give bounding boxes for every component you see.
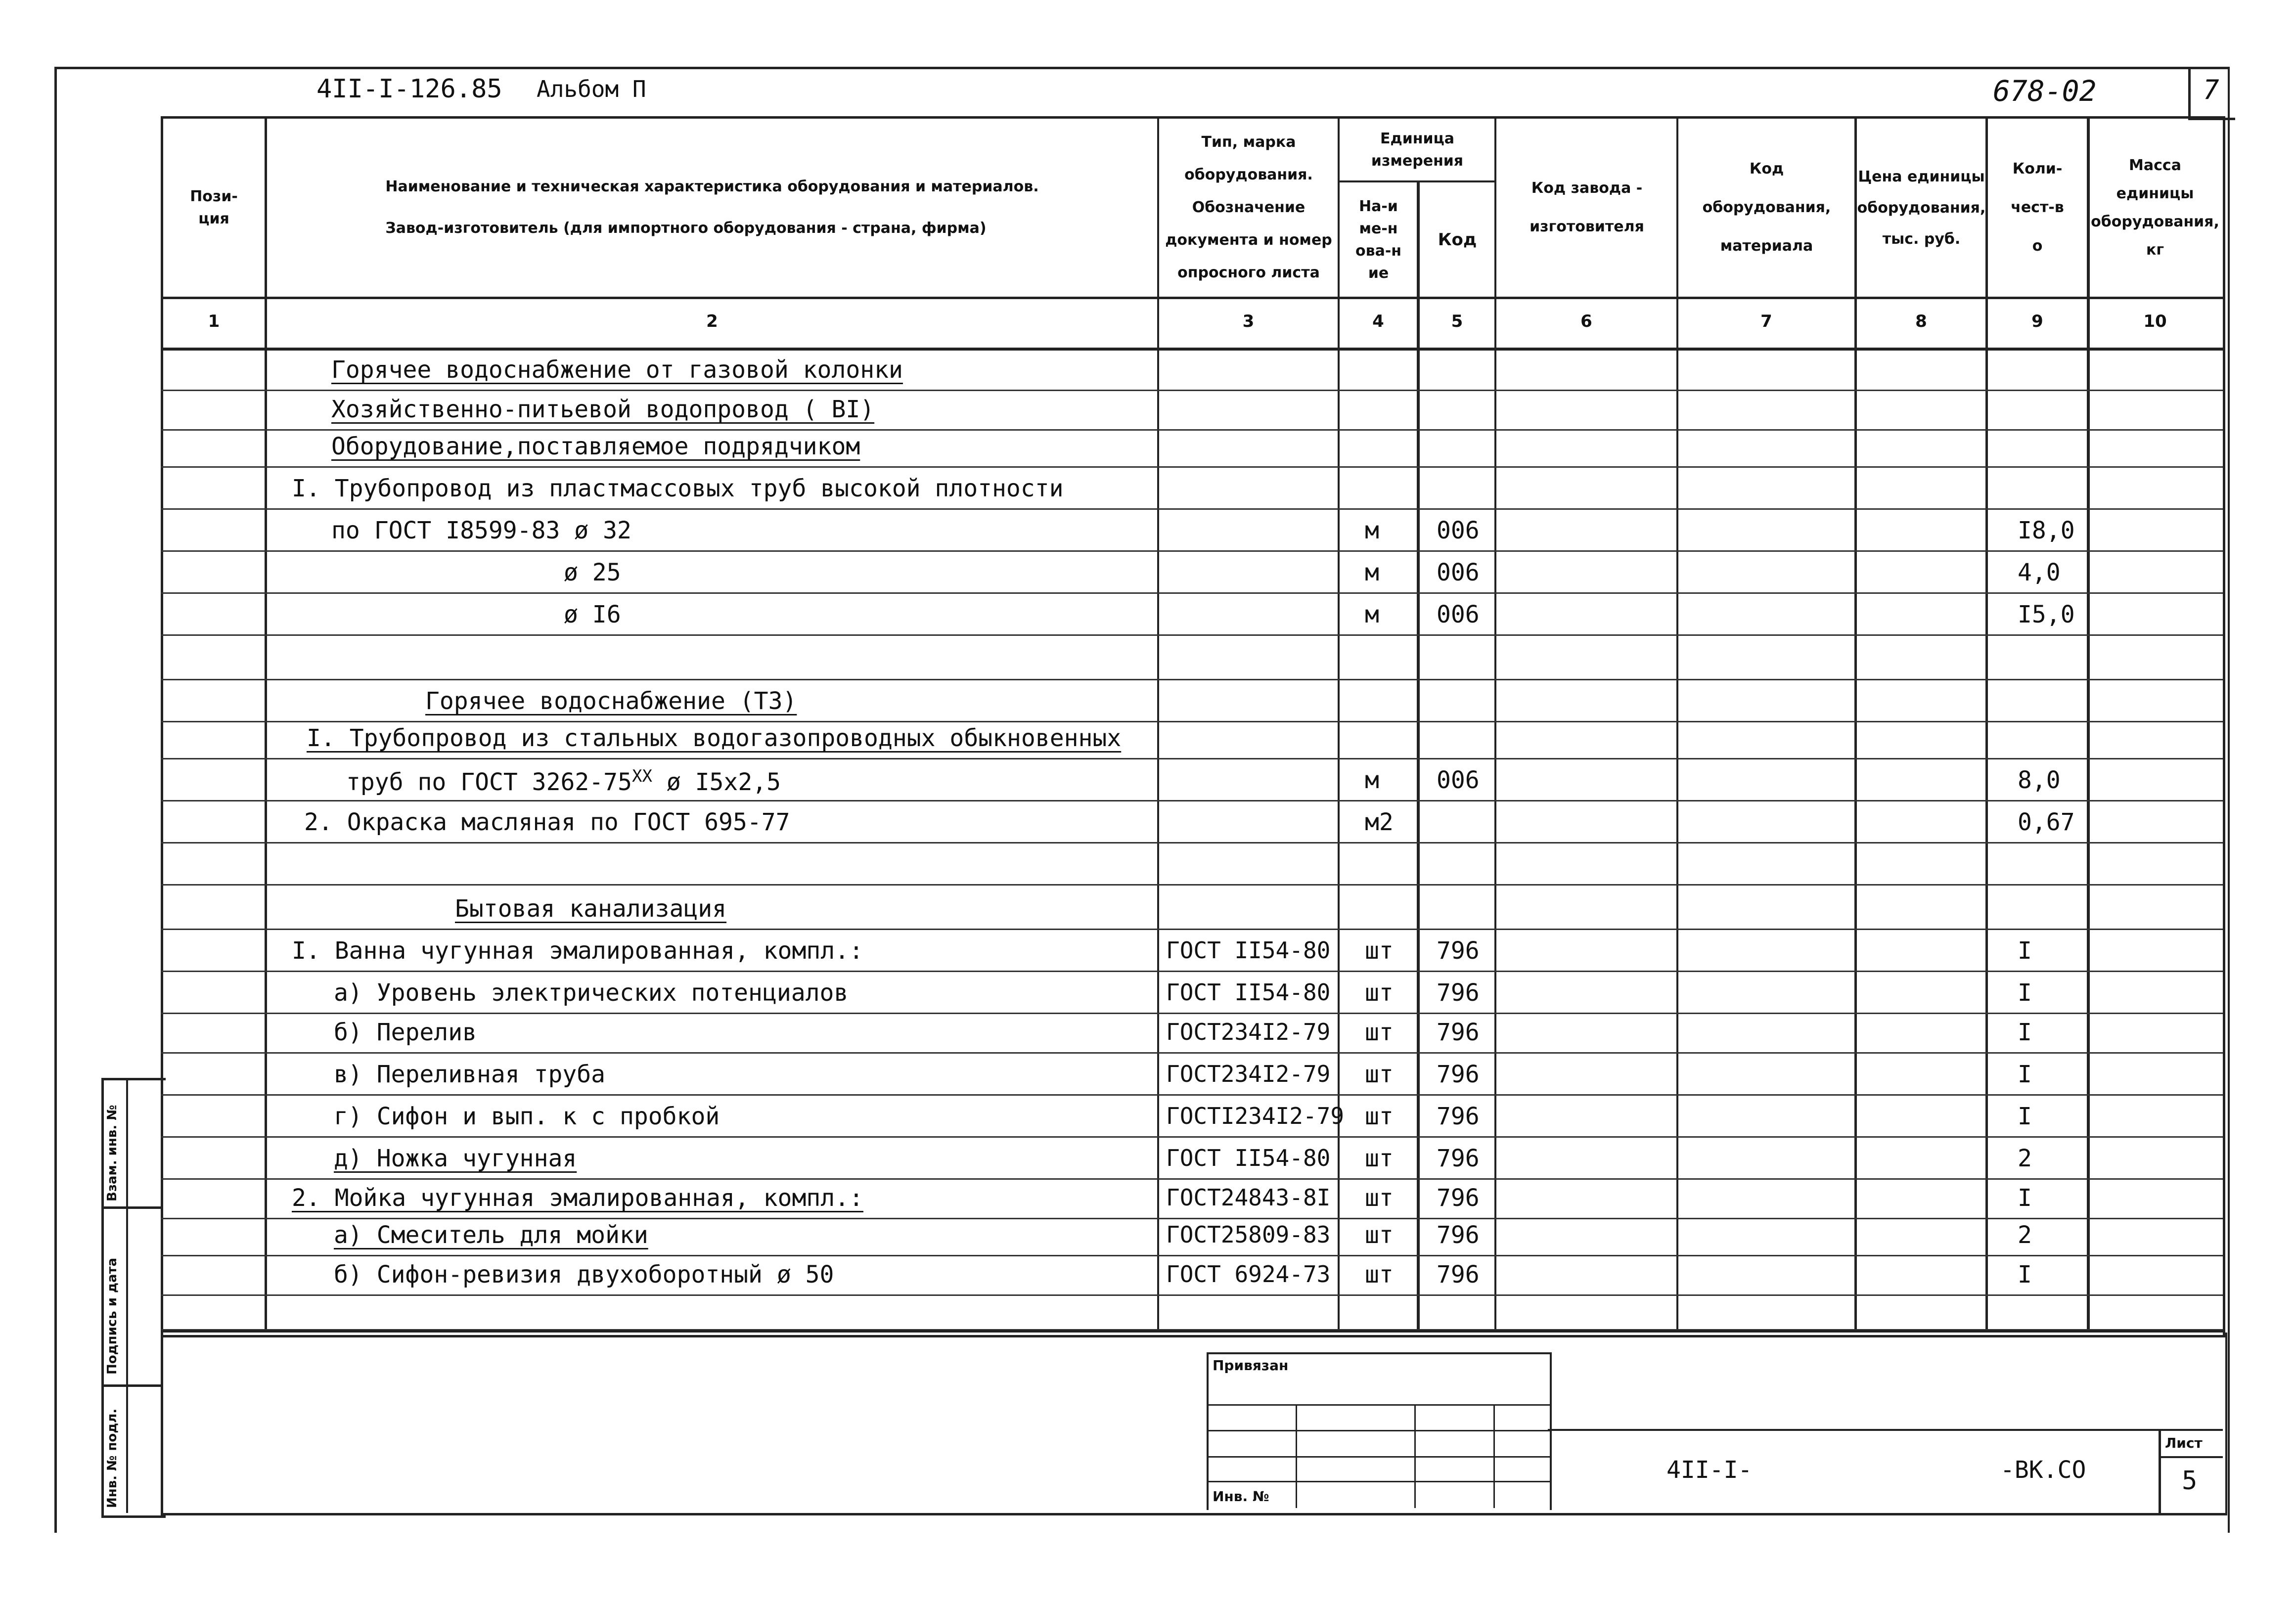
row-code: 796 <box>1437 979 1480 1007</box>
row-doc: ГОСТ234I2-79 <box>1166 1019 1331 1045</box>
row-unit: шт <box>1365 1145 1394 1172</box>
table-row-line <box>161 842 2223 844</box>
row-doc: ГОСТ II54-80 <box>1166 937 1331 964</box>
row-code: 006 <box>1437 601 1480 628</box>
row-name-text: I. Ванна чугунная эмалированная, компл.: <box>292 937 863 965</box>
vline-5 <box>1494 116 1496 1333</box>
col-header-factory-code: Код завода - изготовителя <box>1530 179 1644 235</box>
col-header-price: Цена единицы оборудования, тыс. руб. <box>1857 168 1986 248</box>
row-name <box>564 559 621 586</box>
row-qty: I <box>2018 1103 2032 1130</box>
row-doc: ГОСТ II54-80 <box>1166 1145 1331 1171</box>
row-unit: шт <box>1365 1019 1394 1046</box>
colnum-9: 9 <box>2031 311 2043 331</box>
table-row-line <box>161 1178 2223 1180</box>
row-unit: шт <box>1365 1184 1394 1212</box>
row-name <box>455 895 726 923</box>
row-code: 796 <box>1437 1184 1480 1212</box>
side-label-inv: Инв. № подл. <box>105 1408 120 1508</box>
privyazan-label: Привязан <box>1213 1357 1289 1374</box>
row-qty: 2 <box>2018 1221 2032 1249</box>
row-doc: ГОСТ 6924-73 <box>1166 1261 1331 1288</box>
row-unit: шт <box>1365 1061 1394 1088</box>
colnum-3: 3 <box>1242 311 1255 331</box>
table-row-line <box>161 721 2223 722</box>
row-qty: I <box>2018 979 2032 1007</box>
row-code: 006 <box>1437 766 1480 794</box>
table-row-line <box>161 884 2223 886</box>
col-header-position: Пози- ция <box>190 188 238 227</box>
row-name <box>304 808 790 836</box>
row-unit: шт <box>1365 1221 1394 1249</box>
row-unit: м <box>1365 517 1379 544</box>
vline-6 <box>1676 116 1678 1333</box>
row-qty: 2 <box>2018 1145 2032 1172</box>
colnum-8: 8 <box>1915 311 1927 331</box>
doc-code: 4II-I-126.85 <box>316 74 502 104</box>
col-header-equipment-code: Код оборудования, материала <box>1702 160 1831 255</box>
row-unit: шт <box>1365 979 1394 1007</box>
row-doc: ГОСТ234I2-79 <box>1166 1061 1331 1087</box>
row-name-text: 2. Мойка чугунная эмалированная, компл.: <box>292 1184 863 1212</box>
side-divider-1 <box>101 1206 163 1209</box>
row-name <box>334 1061 605 1088</box>
row-name <box>334 1221 648 1249</box>
footer-frame <box>161 1333 2227 1515</box>
colnum-1: 1 <box>208 311 220 331</box>
page-number: 7 <box>2203 74 2219 105</box>
row-name-text: Хозяйственно-питьевой водопровод ( BI) <box>331 396 875 423</box>
row-code: 796 <box>1437 1103 1480 1130</box>
row-name <box>331 356 903 384</box>
stamp-vline-1 <box>1296 1404 1297 1508</box>
row-name <box>334 1145 577 1172</box>
vline-8 <box>1985 116 1988 1333</box>
row-name-text: б) Перелив <box>334 1019 477 1046</box>
album-label: Альбом П <box>537 76 646 102</box>
col-header-mass: Масса единицы оборудования, кг <box>2091 157 2219 259</box>
row-name <box>307 724 1121 752</box>
title-block-line <box>1548 1429 2223 1431</box>
side-label-podpis: Подпись и дата <box>105 1257 120 1375</box>
table-row-line <box>161 634 2223 636</box>
row-name-text: в) Переливная труба <box>334 1061 606 1088</box>
row-name-text: а) Уровень электрических потенциалов <box>334 979 849 1007</box>
table-row-line <box>161 1255 2223 1256</box>
row-name-text: а) Смеситель для мойки <box>334 1221 648 1249</box>
colnum-6: 6 <box>1580 311 1592 331</box>
colnum-4: 4 <box>1372 311 1384 331</box>
stamp-line-4 <box>1207 1481 1550 1482</box>
table-row-line <box>161 971 2223 972</box>
row-name-text: Горячее водоснабжение от газовой колонки <box>331 356 903 384</box>
row-name-text: г) Сифон и вып. к с пробкой <box>334 1103 720 1130</box>
vline-3 <box>1338 116 1340 1333</box>
row-code: 796 <box>1437 1145 1480 1172</box>
table-row-line <box>161 508 2223 510</box>
header-bottom-line <box>161 297 2223 299</box>
row-name <box>334 1103 720 1130</box>
stamp-vline-2 <box>1414 1404 1416 1508</box>
row-name-text: I. Трубопровод из стальных водогазопроводных обыкновенных <box>307 724 1122 752</box>
table-row-line <box>161 929 2223 930</box>
stamp-number: 678-02 <box>1993 74 2097 108</box>
table-row-line <box>161 1136 2223 1138</box>
col-header-type: Тип, марка оборудования. Обозначение документа и номер опросного листа <box>1165 133 1332 281</box>
row-qty: I8,0 <box>2018 517 2075 544</box>
row-qty: 4,0 <box>2018 559 2061 586</box>
row-code: 006 <box>1437 517 1480 544</box>
vline-2 <box>1157 116 1159 1333</box>
row-name <box>334 1019 477 1046</box>
row-qty: I <box>2018 1061 2032 1088</box>
table-row-line <box>161 1094 2223 1096</box>
row-name <box>292 475 1064 502</box>
table-row-line <box>161 758 2223 759</box>
stamp-line-3 <box>1207 1456 1550 1458</box>
row-unit: шт <box>1365 937 1394 965</box>
row-name-text: I. Трубопровод из пластмассовых труб высокой плотности <box>292 475 1064 502</box>
row-name <box>425 687 797 715</box>
row-doc: ГОСТ24843-8I <box>1166 1184 1331 1211</box>
row-unit: шт <box>1365 1261 1394 1289</box>
row-qty: I <box>2018 1261 2032 1289</box>
table-row-line <box>161 1218 2223 1219</box>
colnum-2: 2 <box>706 311 718 331</box>
table-row-line <box>161 390 2223 391</box>
side-divider-2 <box>101 1384 163 1387</box>
table-row-line <box>161 1052 2223 1054</box>
vline-1 <box>265 116 267 1333</box>
side-label-vzam: Взам. инв. № <box>105 1105 120 1201</box>
row-name <box>334 979 848 1007</box>
row-code: 796 <box>1437 1261 1480 1289</box>
row-name-text: Горячее водоснабжение (T3) <box>425 687 797 715</box>
sheet-number: 5 <box>2182 1466 2198 1496</box>
row-name <box>331 396 874 423</box>
row-qty: I5,0 <box>2018 601 2075 628</box>
col-header-unit-name: На-име-нова-ние <box>1355 198 1402 282</box>
row-name-text: по ГОСТ I8599-83 ø 32 <box>331 517 631 544</box>
colnum-7: 7 <box>1760 311 1772 331</box>
sheet-label: Лист <box>2165 1435 2203 1451</box>
row-doc: ГОСТ II54-80 <box>1166 979 1331 1006</box>
row-code: 006 <box>1437 559 1480 586</box>
row-qty: I <box>2018 1184 2032 1212</box>
stamp-line-1 <box>1207 1404 1550 1406</box>
row-qty: 0,67 <box>2018 808 2075 836</box>
row-name <box>564 601 621 628</box>
colnum-bottom-line <box>161 348 2223 351</box>
row-qty: 8,0 <box>2018 766 2061 794</box>
table-row-line <box>161 679 2223 680</box>
col-header-unit-code: Код <box>1438 229 1477 250</box>
row-name-text: ø I6 <box>564 601 621 628</box>
row-name-text: б) Сифон-ревизия двухоборотный ø 50 <box>334 1261 834 1289</box>
table-row-line <box>161 550 2223 552</box>
table-row-line <box>161 800 2223 801</box>
row-doc: ГОСТ25809-83 <box>1166 1221 1331 1248</box>
row-qty: I <box>2018 1019 2032 1046</box>
row-name-text: Бытовая канализация <box>455 895 727 923</box>
inv-label: Инв. № <box>1213 1488 1269 1505</box>
row-name <box>346 766 781 796</box>
row-name-text: 2. Окраска масляная по ГОСТ 695-77 <box>304 808 790 836</box>
row-name-text: ø 25 <box>564 559 621 586</box>
row-name <box>331 517 631 544</box>
stamp-vline-3 <box>1493 1404 1495 1508</box>
table-row-line <box>161 466 2223 468</box>
footer-code-left: 4II-I- <box>1666 1456 1753 1484</box>
side-strip-inner <box>126 1078 128 1513</box>
stamp-line-2 <box>1207 1430 1550 1431</box>
row-unit: м2 <box>1365 808 1394 836</box>
row-code: 796 <box>1437 1221 1480 1249</box>
row-unit: шт <box>1365 1103 1394 1130</box>
table-row-line <box>161 429 2223 431</box>
row-name <box>292 1184 863 1212</box>
col-header-name: Наименование и техническая характеристика оборудования и материалов. Завод-изготовитель (для импортного оборудования - страна, фирма) <box>385 178 1039 237</box>
table-row-line <box>161 1013 2223 1014</box>
sheet-box <box>2159 1429 2161 1513</box>
row-code: 796 <box>1437 937 1480 965</box>
row-name <box>292 937 863 965</box>
col-header-unit: Единица измерения <box>1371 130 1464 170</box>
colnum-10: 10 <box>2143 311 2167 331</box>
row-name-superscript: XX <box>631 766 652 786</box>
row-unit: м <box>1365 601 1379 628</box>
vline-7 <box>1854 116 1857 1333</box>
row-name-text: Оборудование,поставляемое подрядчиком <box>331 433 860 460</box>
row-name <box>331 433 860 460</box>
row-unit: м <box>1365 766 1379 794</box>
row-doc: ГОСТI234I2-79 <box>1166 1103 1345 1129</box>
row-code: 796 <box>1437 1019 1480 1046</box>
col-header-quantity: Коли-чест-во <box>2011 160 2064 255</box>
vline-4 <box>1417 180 1420 1333</box>
row-name-text: труб по ГОСТ 3262-75 <box>346 768 632 796</box>
row-code: 796 <box>1437 1061 1480 1088</box>
footer-code-right: -ВК.СО <box>2000 1456 2086 1484</box>
sheet-box-line <box>2159 1456 2223 1458</box>
table-row-line <box>161 1294 2223 1296</box>
row-name <box>334 1261 834 1289</box>
colnum-5: 5 <box>1451 311 1463 331</box>
row-name-text: д) Ножка чугунная <box>334 1145 577 1172</box>
row-qty: I <box>2018 937 2032 965</box>
row-name-text-2: ø I5x2,5 <box>652 768 781 796</box>
row-unit: м <box>1365 559 1379 586</box>
vline-9 <box>2087 116 2090 1333</box>
table-row-line <box>161 592 2223 594</box>
